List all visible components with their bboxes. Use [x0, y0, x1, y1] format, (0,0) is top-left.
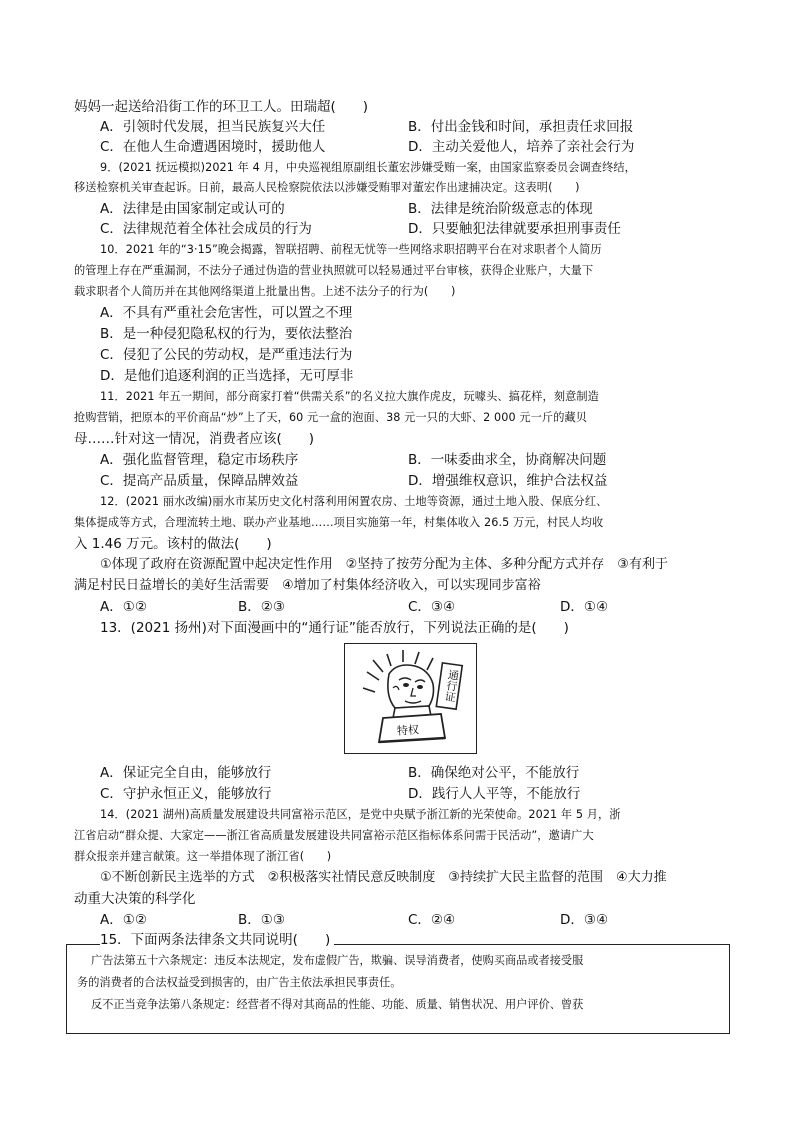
q8-option-d: D．主动关爱他人，培养了亲社会行为	[408, 139, 635, 155]
q14-stem-2: 江省启动“群众提、大家定——浙江省高质量发展建设共同富裕示范区指标体系问需于民活动”，邀请广大	[74, 829, 594, 842]
q12-option-a: A．①②	[100, 599, 147, 615]
q10-option-d: D．是他们追逐利润的正当选择，无可厚非	[100, 368, 354, 384]
q10-option-c: C．侵犯了公民的劳动权，是严重违法行为	[100, 347, 353, 363]
q12-option-b: B．②③	[238, 599, 285, 615]
q13-option-c: C．守护永恒正义，能够放行	[100, 786, 272, 802]
q11-stem-3: 母……针对这一情况，消费者应该( )	[74, 431, 315, 447]
q10-stem-2: 的管理上存在严重漏洞，不法分子通过伪造的营业执照就可以轻易通过平台审核，获得企业账户，大量下	[74, 264, 594, 277]
q12-stem-3: 入 1.46 万元。该村的做法( )	[74, 536, 272, 552]
q11-stem-2: 抢购营销，把原本的平价商品“炒”上了天，60 元一盒的泡面、38 元一只的大虾、2 000 元一斤的藏贝	[74, 411, 588, 424]
q14-option-a: A．①②	[100, 912, 147, 928]
q9-option-b: B．法律是统治阶级意志的体现	[408, 201, 593, 217]
q10-option-b: B．是一种侵犯隐私权的行为，要依法整治	[100, 326, 353, 342]
law-text-3: 反不正当竞争法第八条规定：经营者不得对其商品的性能、功能、质量、销售状况、用户评价、曾获	[91, 998, 584, 1011]
q14-option-b: B．①③	[238, 912, 285, 928]
law-text-2: 务的消费者的合法权益受到损害的，由广告主依法承担民事责任。	[77, 976, 402, 989]
q9-stem-2: 移送检察机关审查起诉。日前，最高人民检察院依法以涉嫌受贿罪对董宏作出逮捕决定。这表明( )	[74, 181, 580, 194]
q14-statements-2: 动重大决策的科学化	[74, 891, 196, 907]
q11-option-c: C．提高产品质量，保障品牌效益	[100, 473, 299, 489]
law-text-1: 广告法第五十六条规定：违反本法规定，发布虚假广告，欺骗、误导消费者，使购买商品或者接受服	[91, 954, 584, 967]
q14-option-c: C．②④	[408, 912, 456, 928]
q14-statements-1: ①不断创新民主选举的方式 ②积极落实社情民意反映制度 ③持续扩大民主监督的范围 ④大力推	[100, 870, 667, 885]
q13-option-d: D．践行人人平等，不能放行	[408, 786, 581, 802]
q9-option-a: A．法律是由国家制定或认可的	[100, 201, 285, 217]
q10-stem-3: 载求职者个人简历并在其他网络渠道上批量出售。上述不法分子的行为( )	[74, 285, 456, 298]
q14-option-d: D．③④	[560, 912, 609, 928]
q11-stem-1: 11．2021 年五一期间，部分商家打着“供需关系”的名义拉大旗作虎皮，玩噱头、搞花样，刻意制造	[100, 390, 599, 403]
pass-card-label: 通行证	[442, 668, 461, 703]
q10-stem-1: 10．2021 年的“3·15”晚会揭露，智联招聘、前程无忧等一些网络求职招聘平台在对求职者个人简历	[100, 243, 602, 256]
q12-option-d: D．①④	[560, 599, 609, 615]
q12-statements-2: 满足村民日益增长的美好生活需要 ④增加了村集体经济收入，可以实现同步富裕	[74, 578, 541, 593]
q12-stem-2: 集体提成等方式，合理流转土地、联办产业基地……项目实施第一年，村集体收入 26.5 万元，村民人均收	[74, 516, 604, 529]
q9-stem-1: 9．(2021 抚远模拟)2021 年 4 月，中央巡视组原副组长董宏涉嫌受贿一案，由国家监察委员会调查终结，	[100, 161, 636, 174]
cartoon-privilege-stamp	[344, 643, 477, 754]
q12-stem-1: 12．(2021 丽水改编)丽水市某历史文化村落利用闲置农房、土地等资源，通过土地入股、保底分红、	[100, 495, 608, 508]
q14-stem-3: 群众报亲并建言献策。这一举措体现了浙江省( )	[74, 850, 332, 863]
q11-option-d: D．增强维权意识，维护合法权益	[408, 473, 608, 489]
q10-option-a: A．不具有严重社会危害性，可以置之不理	[100, 305, 353, 321]
q12-statements-1: ①体现了政府在资源配置中起决定性作用 ②坚持了按劳分配为主体、多种分配方式并存 ③有利于	[100, 557, 668, 572]
q9-option-d: D．只要触犯法律就要承担刑事责任	[408, 221, 621, 237]
q7-tail: 妈妈一起送给沿街工作的环卫工人。田瑞超( )	[74, 99, 369, 115]
privilege-label: 特权	[396, 723, 420, 738]
q8-option-c: C．在他人生命遭遇困境时，援助他人	[100, 139, 326, 155]
q8-option-b: B．付出金钱和时间，承担责任求回报	[408, 119, 634, 135]
q13-stem: 13．(2021 扬州)对下面漫画中的“通行证”能否放行，下列说法正确的是( )	[100, 620, 569, 636]
q8-option-a: A．引领时代发展，担当民族复兴大任	[100, 119, 326, 135]
q12-option-c: C．③④	[408, 599, 456, 615]
law-text-box	[66, 944, 730, 1034]
q13-option-b: B．确保绝对公平，不能放行	[408, 765, 580, 781]
q11-option-a: A．强化监督管理，稳定市场秩序	[100, 452, 299, 468]
q15-stem: 15．下面两条法律条文共同说明( )	[100, 930, 334, 950]
q9-option-c: C．法律规范着全体社会成员的行为	[100, 221, 312, 237]
q11-option-b: B．一味委曲求全，协商解决问题	[408, 452, 607, 468]
q14-stem-1: 14．(2021 湖州)高质量发展建设共同富裕示范区，是党中央赋予浙江新的光荣使命。2021 年 5 月，浙	[100, 808, 621, 821]
q13-option-a: A．保证完全自由，能够放行	[100, 765, 272, 781]
